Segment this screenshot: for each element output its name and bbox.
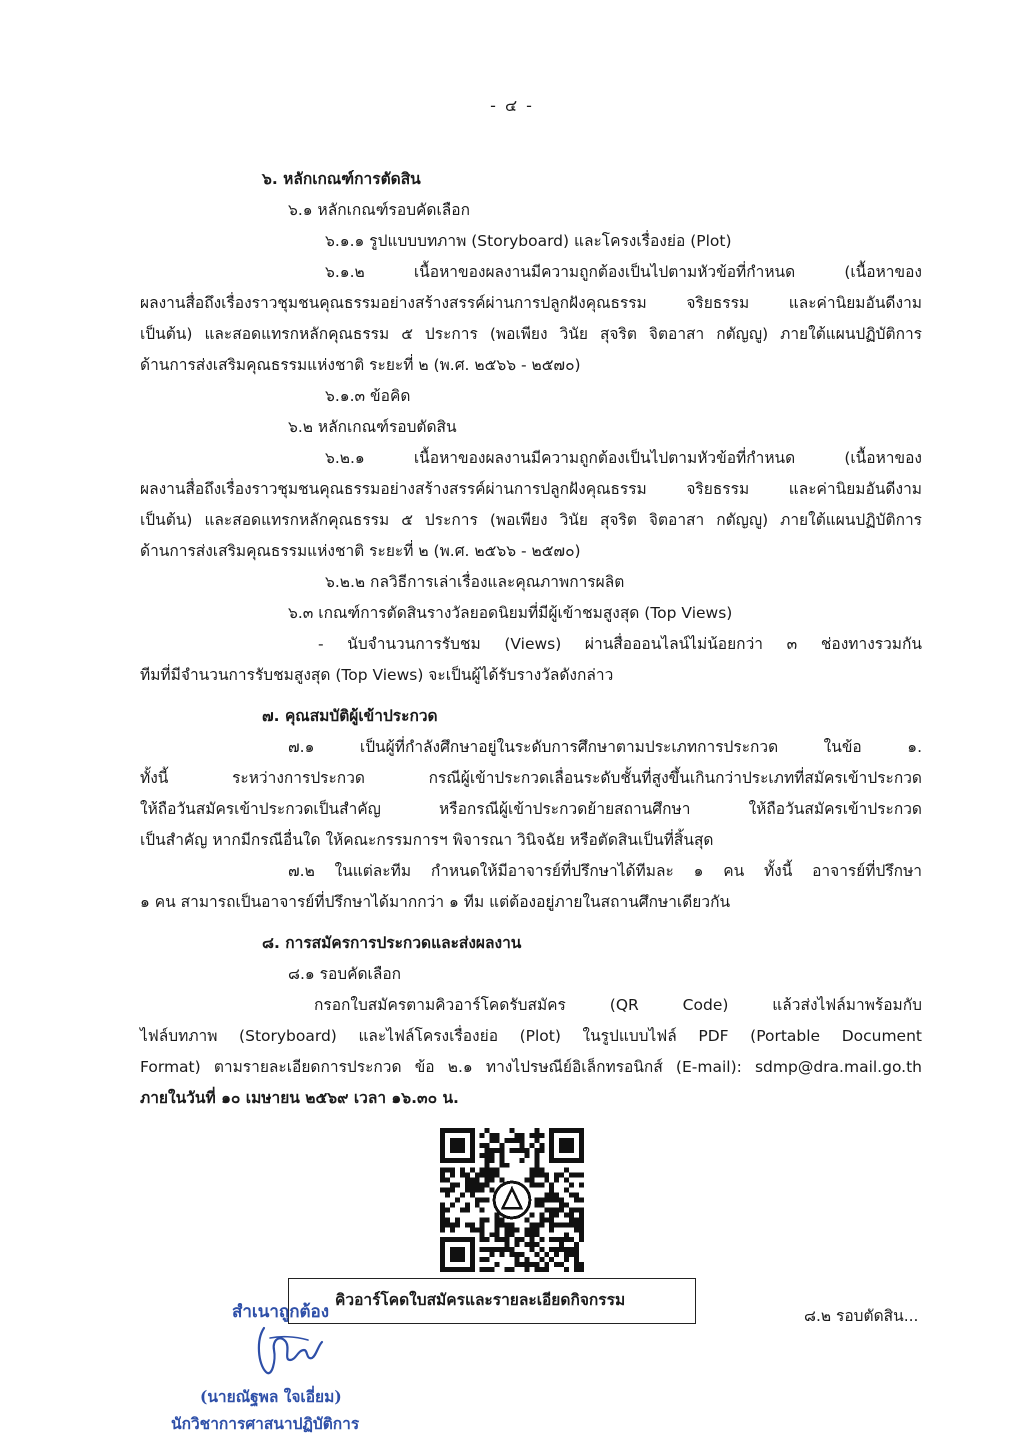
section-6-2-2: ๖.๒.๒ กลวิธีการเล่าเรื่องและคุณภาพการผลิต xyxy=(325,573,625,591)
section-7-2-line: ๑ คน สามารถเป็นอาจารย์ที่ปรึกษาได้มากกว่า ๑ ทีม แต่ต้องอยู่ภายในสถานศึกษาเดียวกัน xyxy=(140,893,731,911)
section-7-heading: ๗. คุณสมบัติผู้เข้าประกวด xyxy=(262,707,438,725)
section-6-2-1-line: เป็นต้น) และสอดแทรกหลักคุณธรรม ๕ ประการ (พอเพียง วินัย สุจริต จิตอาสา กตัญญู) ภายใต้แผนปฏิบัติการ xyxy=(140,511,922,529)
page-number: - ๔ - xyxy=(490,96,534,115)
continuation-text: ๘.๒ รอบตัดสิน... xyxy=(804,1307,919,1325)
section-6-1-2-line: ๖.๑.๒ เนื้อหาของผลงานมีความถูกต้องเป็นไปตามหัวข้อที่กำหนด (เนื้อหาของ xyxy=(325,263,922,281)
signer-position: นักวิชาการศาสนาปฏิบัติการ xyxy=(171,1414,360,1433)
section-7-1-line: ๗.๑ เป็นผู้ที่กำลังศึกษาอยู่ในระดับการศึกษาตามประเภทการประกวด ในข้อ ๑. xyxy=(288,738,922,756)
section-6-1-2-line: ด้านการส่งเสริมคุณธรรมแห่งชาติ ระยะที่ ๒ (พ.ศ. ๒๕๖๖ - ๒๕๗๐) xyxy=(140,356,581,374)
section-8-heading: ๘. การสมัครการประกวดและส่งผลงาน xyxy=(262,934,522,952)
section-6-1: ๖.๑ หลักเกณฑ์รอบคัดเลือก xyxy=(288,201,470,219)
section-6-2-1-line: ด้านการส่งเสริมคุณธรรมแห่งชาติ ระยะที่ ๒ (พ.ศ. ๒๕๖๖ - ๒๕๗๐) xyxy=(140,542,581,560)
qr-code-icon[interactable] xyxy=(440,1128,584,1272)
section-6-2-1-line: ผลงานสื่อถึงเรื่องราวชุมชนคุณธรรมอย่างสร้างสรรค์ผ่านการปลูกฝังคุณธรรม จริยธรรม และค่านิยมอันดีงาม xyxy=(140,480,922,498)
section-6-3-line: - นับจำนวนการรับชม (Views) ผ่านสื่อออนไลน์ไม่น้อยกว่า ๓ ช่องทางรวมกัน xyxy=(318,635,922,653)
section-7-2-line: ๗.๒ ในแต่ละทีม กำหนดให้มีอาจารย์ที่ปรึกษาได้ทีมละ ๑ คน ทั้งนี้ อาจารย์ที่ปรึกษา xyxy=(288,862,922,880)
section-8-1: ๘.๑ รอบคัดเลือก xyxy=(288,965,402,983)
section-6-1-2-line: เป็นต้น) และสอดแทรกหลักคุณธรรม ๕ ประการ (พอเพียง วินัย สุจริต จิตอาสา กตัญญู) ภายใต้แผนปฏิบัติการ xyxy=(140,325,922,343)
section-7-1-line: ทั้งนี้ ระหว่างการประกวด กรณีผู้เข้าประกวดเลื่อนระดับชั้นที่สูงขึ้นเกินกว่าประเภทที่สมัครเข้าประกวด xyxy=(140,769,922,787)
signature-icon xyxy=(250,1320,330,1382)
section-8-1-deadline: ภายในวันที่ ๑๐ เมษายน ๒๕๖๙ เวลา ๑๖.๓๐ น. xyxy=(140,1089,459,1107)
section-6-3-line: ทีมที่มีจำนวนการรับชมสูงสุด (Top Views) จะเป็นผู้ได้รับรางวัลดังกล่าว xyxy=(140,666,614,684)
section-7-1-line: ให้ถือวันสมัครเข้าประกวดเป็นสำคัญ หรือกรณีผู้เข้าประกวดย้ายสถานศึกษา ให้ถือวันสมัครเข้าประกวด xyxy=(140,800,922,818)
section-6-2-1-line: ๖.๒.๑ เนื้อหาของผลงานมีความถูกต้องเป็นไปตามหัวข้อที่กำหนด (เนื้อหาของ xyxy=(325,449,922,467)
section-6-3: ๖.๓ เกณฑ์การตัดสินรางวัลยอดนิยมที่มีผู้เข้าชมสูงสุด (Top Views) xyxy=(288,604,733,622)
section-6-1-3: ๖.๑.๓ ข้อคิด xyxy=(325,387,411,405)
certified-stamp: สำเนาถูกต้อง xyxy=(232,1302,330,1322)
section-8-1-line: กรอกใบสมัครตามคิวอาร์โคดรับสมัคร (QR Code) แล้วส่งไฟล์มาพร้อมกับ xyxy=(314,996,922,1014)
qr-caption: คิวอาร์โคดใบสมัครและรายละเอียดกิจกรรม xyxy=(335,1291,626,1309)
section-6-heading: ๖. หลักเกณฑ์การตัดสิน xyxy=(262,170,421,188)
section-6-2: ๖.๒ หลักเกณฑ์รอบตัดสิน xyxy=(288,418,457,436)
qr-caption-box xyxy=(288,1278,696,1324)
section-6-1-1: ๖.๑.๑ รูปแบบบทภาพ (Storyboard) และโครงเรื่องย่อ (Plot) xyxy=(325,232,732,250)
signer-name: (นายณัฐพล ใจเอี่ยม) xyxy=(200,1387,342,1406)
section-6-1-2-line: ผลงานสื่อถึงเรื่องราวชุมชนคุณธรรมอย่างสร้างสรรค์ผ่านการปลูกฝังคุณธรรม จริยธรรม และค่านิยมอันดีงาม xyxy=(140,294,922,312)
section-8-1-line: Format) ตามรายละเอียดการประกวด ข้อ ๒.๑ ทางไปรษณีย์อิเล็กทรอนิกส์ (E-mail): sdmp@dra.mail.go.th xyxy=(140,1058,922,1076)
section-7-1-line: เป็นสำคัญ หากมีกรณีอื่นใด ให้คณะกรรมการฯ พิจารณา วินิจฉัย หรือตัดสินเป็นที่สิ้นสุด xyxy=(140,831,714,849)
section-8-1-line: ไฟล์บทภาพ (Storyboard) และไฟล์โครงเรื่องย่อ (Plot) ในรูปแบบไฟล์ PDF (Portable Document xyxy=(140,1027,922,1045)
